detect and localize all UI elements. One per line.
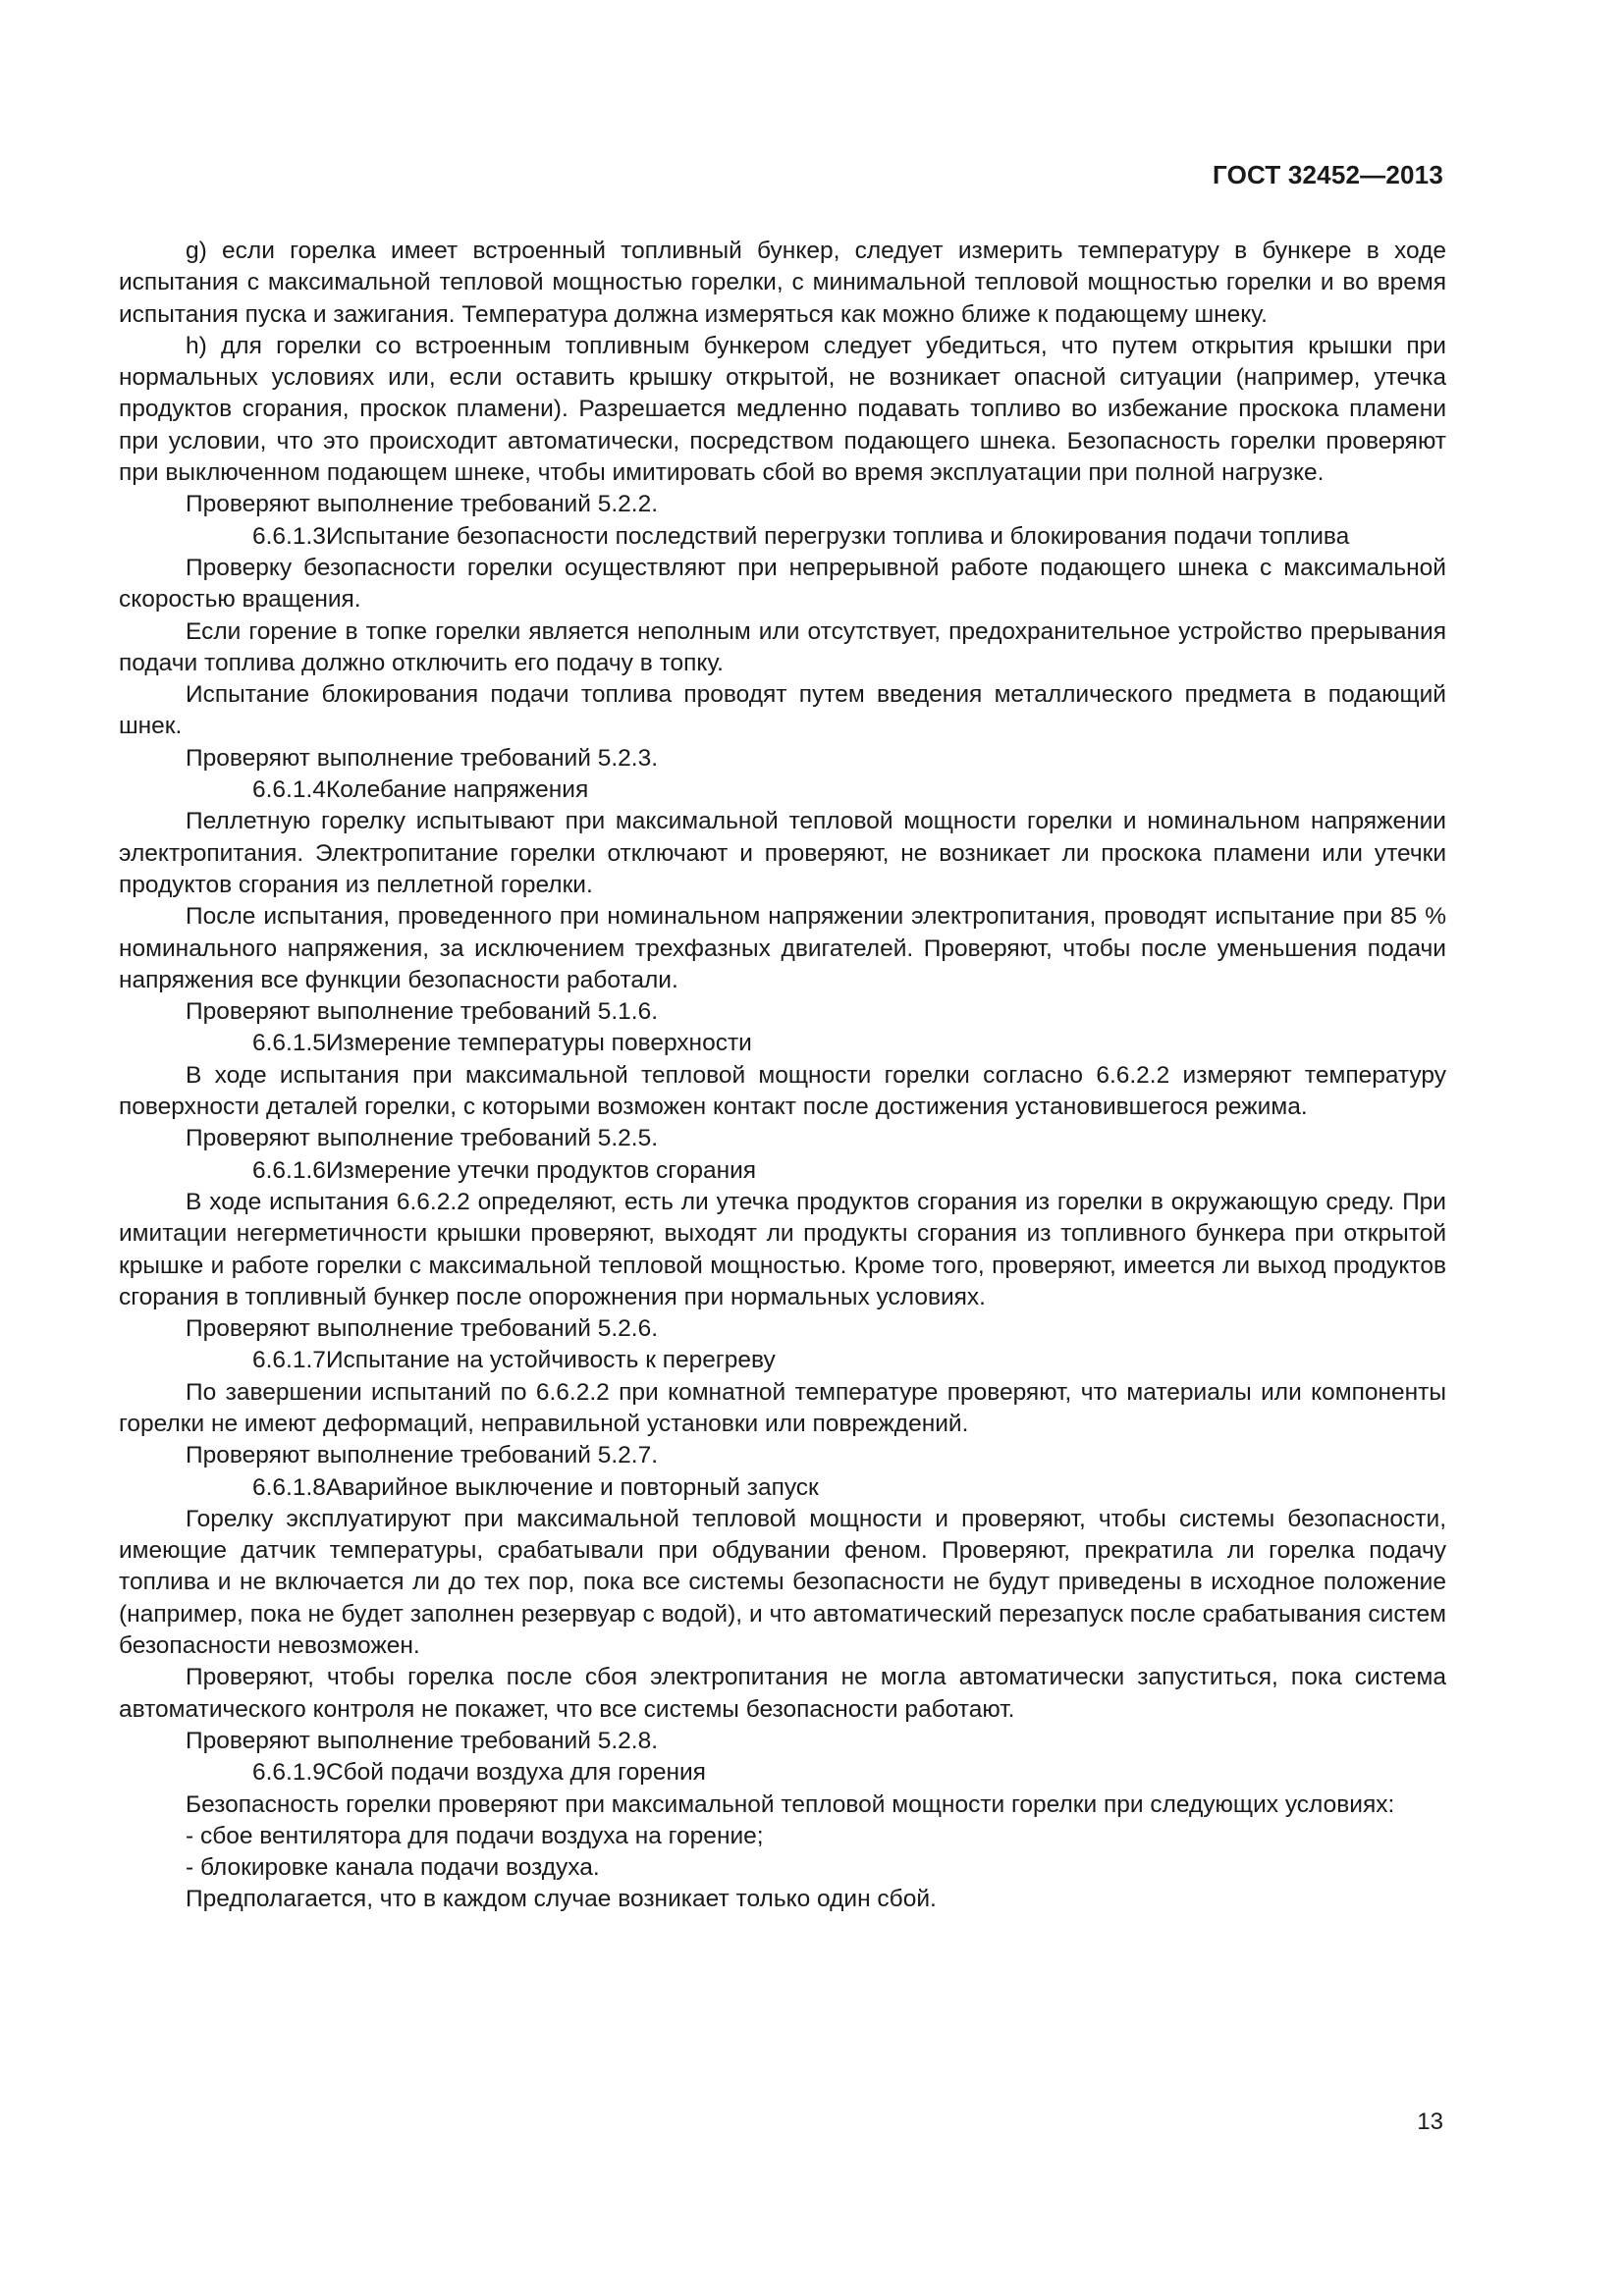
paragraph: Проверяют выполнение требований 5.2.5.	[186, 1125, 659, 1152]
list-item: - блокировке канала подачи воздуха.	[186, 1854, 600, 1882]
paragraph: Если горение в топке горелки является неполным или отсутствует, предохранительное устройство прерывания подачи топлива должно отключить его подачу в топку.	[119, 617, 1446, 676]
paragraph: Пеллетную горелку испытывают при максимальной тепловой мощности горелки и номинальном напряжении электропитания. Электропитание горелки отключают и проверяют, не возникает ли проскока пламени или утечки продуктов сгорания из пеллетной горелки.	[119, 808, 1446, 898]
section-heading	[119, 774, 1446, 806]
section-number: 6.6.1.6	[252, 1156, 326, 1184]
paragraph: Горелку эксплуатируют при максимальной тепловой мощности и проверяют, чтобы системы безопасности, имеющие датчик температуры, срабатывали при обдувании феном. Проверяют, прекратила ли горелка подачу топлива и не включается ли до тех пор, пока все системы безопасности не будут приведены в исходное положение (например, пока не будет заполнен резервуар с водой), и что автоматический перезапуск после срабатывания систем безопасности невозможен.	[119, 1505, 1446, 1660]
document-body	[119, 236, 1446, 1916]
section-title: Колебание напряжения	[325, 776, 589, 804]
section-heading	[119, 521, 1446, 553]
paragraph: Проверяют выполнение требований 5.2.8.	[186, 1727, 659, 1754]
paragraph: В ходе испытания при максимальной тепловой мощности горелки согласно 6.6.2.2 измеряют температуру поверхности деталей горелки, с которыми возможен контакт после достижения установившегося режима.	[119, 1061, 1446, 1121]
section-number: 6.6.1.4	[252, 776, 326, 804]
paragraph: Проверяют выполнение требований 5.2.3.	[186, 744, 659, 772]
paragraph: Предполагается, что в каждом случае возникает только один сбой.	[186, 1886, 937, 1913]
paragraph: После испытания, проведенного при номинальном напряжении электропитания, проводят испытание при 85 % номинального напряжения, за исключением трехфазных двигателей. Проверяют, чтобы после уменьшения подачи напряжения все функции безопасности работали.	[119, 903, 1446, 993]
paragraph: Проверяют выполнение требований 5.1.6.	[186, 998, 659, 1026]
page-number: 13	[1417, 2109, 1443, 2135]
section-number: 6.6.1.9	[252, 1759, 326, 1787]
section-heading	[119, 1345, 1446, 1376]
section-title: Испытание безопасности последствий перегрузки топлива и блокирования подачи топлива	[325, 522, 1350, 550]
section-number: 6.6.1.7	[252, 1347, 326, 1374]
section-heading	[119, 1472, 1446, 1504]
section-title: Сбой подачи воздуха для горения	[325, 1759, 706, 1787]
document-header: ГОСТ 32452—2013	[1213, 160, 1443, 189]
section-heading	[119, 1757, 1446, 1789]
section-title: Измерение температуры поверхности	[325, 1030, 752, 1057]
paragraph: Проверяют, чтобы горелка после сбоя электропитания не могла автоматически запуститься, пока система автоматического контроля не покажет, что все системы безопасности работают.	[119, 1664, 1446, 1723]
paragraph: Проверку безопасности горелки осуществляют при непрерывной работе подающего шнека с максимальной скоростью вращения.	[119, 554, 1446, 614]
section-title: Измерение утечки продуктов сгорания	[325, 1156, 757, 1184]
section-title: Испытание на устойчивость к перегреву	[325, 1347, 776, 1374]
section-number: 6.6.1.5	[252, 1030, 326, 1057]
paragraph: Испытание блокирования подачи топлива проводят путем введения металлического предмета в подающий шнек.	[119, 681, 1446, 740]
section-heading	[119, 1028, 1446, 1059]
paragraph: В ходе испытания 6.6.2.2 определяют, есть ли утечка продуктов сгорания из горелки в окружающую среду. При имитации негерметичности крышки проверяют, выходят ли продукты сгорания из топливного бункера при открытой крышке и работе горелки с максимальной тепловой мощностью. Кроме того, проверяют, имеется ли выход продуктов сгорания в топливный бункер после опорожнения при нормальных условиях.	[119, 1188, 1446, 1310]
paragraph: По завершении испытаний по 6.6.2.2 при комнатной температуре проверяют, что материалы или компоненты горелки не имеют деформаций, неправильной установки или повреждений.	[119, 1378, 1446, 1437]
list-item: - сбое вентилятора для подачи воздуха на горение;	[186, 1822, 764, 1849]
paragraph: g) если горелка имеет встроенный топливный бункер, следует измерить температуру в бункере в ходе испытания с максимальной тепловой мощностью горелки, с минимальной тепловой мощностью горелки и во время испытания пуска и зажигания. Температура должна измеряться как можно ближе к подающему шнеку.	[119, 238, 1446, 328]
paragraph: Проверяют выполнение требований 5.2.7.	[186, 1442, 659, 1469]
paragraph: Проверяют выполнение требований 5.2.6.	[186, 1315, 659, 1343]
paragraph: Безопасность горелки проверяют при максимальной тепловой мощности горелки при следующих условиях:	[186, 1790, 1395, 1818]
section-number: 6.6.1.8	[252, 1473, 326, 1501]
paragraph: h) для горелки со встроенным топливным бункером следует убедиться, что путем открытия крышки при нормальных условиях или, если оставить крышку открытой, не возникает опасной ситуации (например, утечка продуктов сгорания, проскок пламени). Разрешается медленно подавать топливо во избежание проскока пламени при условии, что это происходит автоматически, посредством подающего шнека. Безопасность горелки проверяют при выключенном подающем шнеке, чтобы имитировать сбой во время эксплуатации при полной нагрузке.	[119, 332, 1446, 487]
section-heading	[119, 1155, 1446, 1187]
section-number: 6.6.1.3	[252, 522, 326, 550]
section-title: Аварийное выключение и повторный запуск	[325, 1473, 819, 1501]
paragraph: Проверяют выполнение требований 5.2.2.	[186, 491, 659, 518]
